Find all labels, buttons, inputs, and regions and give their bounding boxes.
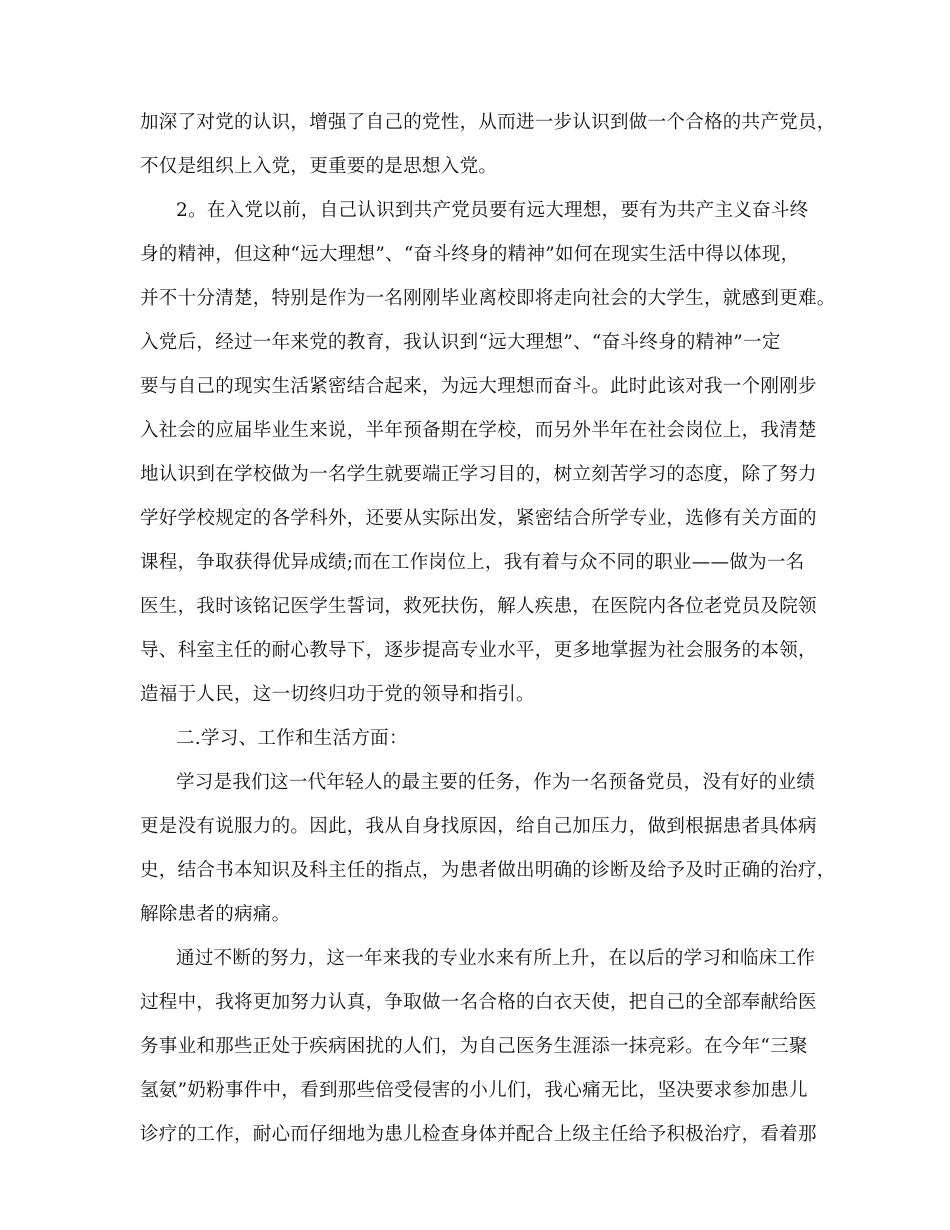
body-line-20: 通过不断的努力，这一年来我的专业水来有所上升，在以后的学习和临床工作	[176, 948, 816, 969]
body-line-6: 入党后，经过一年来党的教育，我认识到“远大理想”、“奋斗终身的精神”一定	[140, 332, 781, 353]
body-line-22: 务事业和那些正处于疾病困扰的人们，为自己医务生涯添一抹亮彩。在今年“三聚	[140, 1036, 808, 1057]
body-line-13: 导、科室主任的耐心教导下，逐步提高专业水平，更多地掌握为社会服务的本领，	[140, 640, 817, 661]
body-line-8: 入社会的应届毕业生来说，半年预备期在学校，而另外半年在社会岗位上，我清楚	[140, 420, 817, 441]
body-line-24: 诊疗的工作，耐心而仔细地为患儿检查身体并配合上级主任给予积极治疗，看着那	[140, 1124, 817, 1145]
body-line-12: 医生，我时该铭记医学生誓词，救死扶伤，解人疾患，在医院内各位老党员及院领	[140, 596, 817, 617]
body-line-7: 要与自己的现实生活紧密结合起来，为远大理想而奋斗。此时此该对我一个刚刚步	[140, 376, 817, 397]
body-line-19: 解除患者的病痛。	[140, 904, 291, 925]
section-heading: 二.学习、工作和生活方面：	[176, 728, 408, 749]
body-line-5: 并不十分清楚，特别是作为一名刚刚毕业离校即将走向社会的大学生，就感到更难。	[140, 288, 836, 309]
body-line-17: 更是没有说服力的。因此，我从自身找原因，给自己加压力，做到根据患者具体病	[140, 816, 817, 837]
body-line-2: 不仅是组织上入党，更重要的是思想入党。	[140, 156, 498, 177]
body-line-9: 地认识到在学校做为一名学生就要端正学习目的，树立刻苦学习的态度，除了努力	[140, 464, 817, 485]
body-line-18: 史，结合书本知识及科主任的指点，为患者做出明确的诊断及给予及时正确的治疗，	[140, 860, 836, 881]
body-line-10: 学好学校规定的各学科外，还要从实际出发，紧密结合所学专业，选修有关方面的	[140, 508, 817, 529]
body-line-21: 过程中，我将更加努力认真，争取做一名合格的白衣天使，把自己的全部奉献给医	[140, 992, 817, 1013]
body-line-1: 加深了对党的认识，增强了自己的党性，从而进一步认识到做一个合格的共产党员，	[140, 112, 836, 133]
body-line-14: 造福于人民，这一切终归功于党的领导和指引。	[140, 684, 535, 705]
body-line-16: 学习是我们这一代年轻人的最主要的任务，作为一名预备党员，没有好的业绩	[176, 772, 816, 793]
body-line-4: 身的精神，但这种“远大理想”、“奋斗终身的精神”如何在现实生活中得以体现，	[140, 244, 800, 265]
body-line-11: 课程，争取获得优异成绩;而在工作岗位上，我有着与众不同的职业——做为一名	[140, 552, 805, 573]
body-line-3: 2。在入党以前，自己认识到共产党员要有远大理想，要有为共产主义奋斗终	[176, 200, 809, 221]
body-line-23: 氢氨”奶粉事件中，看到那些倍受侵害的小儿们，我心痛无比，坚决要求参加患儿	[140, 1080, 808, 1101]
